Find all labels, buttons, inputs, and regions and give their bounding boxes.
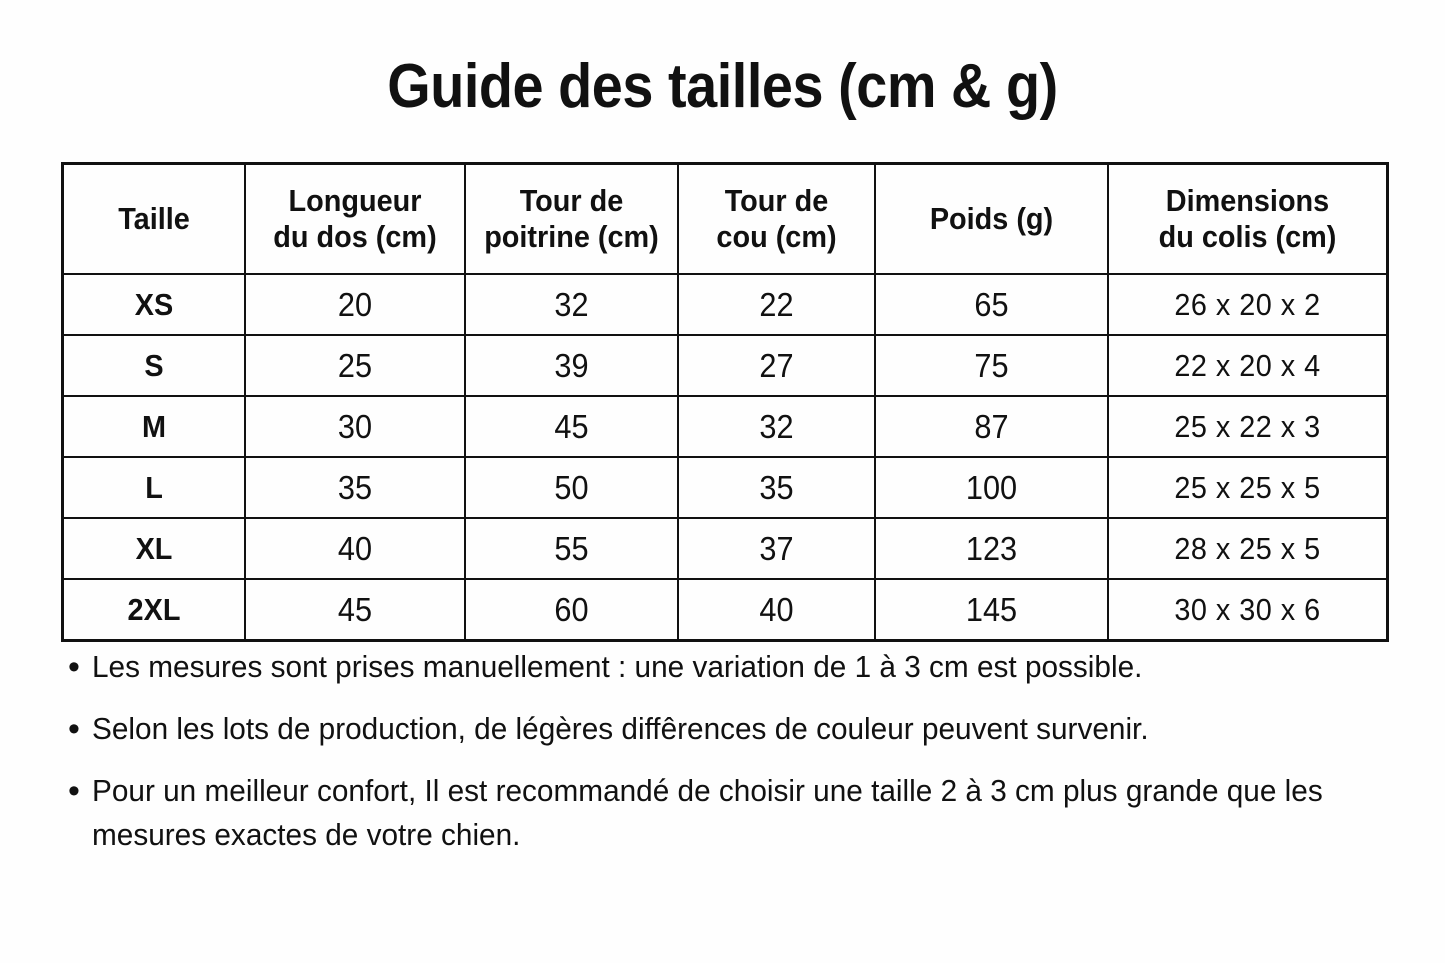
cell-neck: 22 xyxy=(685,274,868,335)
header-line-2: du colis (cm) xyxy=(1158,219,1337,254)
size-table-container xyxy=(62,163,1386,641)
cell-weight: 87 xyxy=(883,396,1100,457)
cell-back-length: 20 xyxy=(253,274,458,335)
cell-chest: 50 xyxy=(472,457,670,518)
size-table xyxy=(62,163,1388,641)
cell-back-length: 30 xyxy=(253,396,458,457)
cell-parcel-dims: 26 x 20 x 2 xyxy=(1118,274,1377,335)
cell-back-length: 45 xyxy=(253,579,458,640)
table-row xyxy=(63,396,1387,457)
cell-back-length: 35 xyxy=(253,457,458,518)
cell-chest: 55 xyxy=(472,518,670,579)
header-line-2: poitrine (cm) xyxy=(484,219,659,254)
cell-weight: 123 xyxy=(883,518,1100,579)
table-header xyxy=(63,164,1387,274)
cell-weight: 75 xyxy=(883,335,1100,396)
cell-chest: 32 xyxy=(472,274,670,335)
table-row xyxy=(63,274,1387,335)
bullet-icon: • xyxy=(68,772,80,810)
page-title: Guide des tailles (cm & g) xyxy=(387,52,1058,121)
list-item xyxy=(56,707,1406,751)
header-line-1: Dimensions xyxy=(1165,183,1330,218)
cell-parcel-dims: 30 x 30 x 6 xyxy=(1118,579,1377,640)
cell-chest: 39 xyxy=(472,335,670,396)
cell-back-length: 40 xyxy=(253,518,458,579)
cell-weight: 100 xyxy=(883,457,1100,518)
table-row xyxy=(63,579,1387,640)
column-header-tour-de-poitrine xyxy=(472,164,670,274)
bullet-icon: • xyxy=(68,648,80,686)
column-header-poids xyxy=(883,164,1100,274)
cell-size: S xyxy=(69,335,238,396)
table-body xyxy=(63,274,1387,640)
cell-size: XS xyxy=(69,274,238,335)
list-item xyxy=(56,769,1406,857)
header-line-1: Tour de xyxy=(724,183,829,218)
cell-chest: 45 xyxy=(472,396,670,457)
header-line-1: Longueur xyxy=(288,183,422,218)
cell-parcel-dims: 25 x 22 x 3 xyxy=(1118,396,1377,457)
table-row xyxy=(63,518,1387,579)
table-row xyxy=(63,335,1387,396)
cell-back-length: 25 xyxy=(253,335,458,396)
note-text: Les mesures sont prises manuellement : une variation de 1 à 3 cm est possible. xyxy=(92,649,1143,684)
cell-size: 2XL xyxy=(69,579,238,640)
cell-size: L xyxy=(69,457,238,518)
cell-neck: 40 xyxy=(685,579,868,640)
column-header-longueur-du-dos xyxy=(253,164,458,274)
note-text: Selon les lots de production, de légères diffêrences de couleur peuvent survenir. xyxy=(92,711,1149,746)
list-item xyxy=(56,645,1406,689)
column-header-taille xyxy=(69,164,238,274)
header-line-1: Taille xyxy=(118,201,190,236)
cell-neck: 27 xyxy=(685,335,868,396)
table-row xyxy=(63,457,1387,518)
cell-chest: 60 xyxy=(472,579,670,640)
header-line-2: cou (cm) xyxy=(716,219,837,254)
bullet-icon: • xyxy=(68,710,80,748)
header-line-1: Tour de xyxy=(519,183,624,218)
notes-list xyxy=(56,645,1406,875)
column-header-tour-de-cou xyxy=(685,164,868,274)
column-header-dimensions-du-colis xyxy=(1118,164,1377,274)
cell-weight: 65 xyxy=(883,274,1100,335)
cell-weight: 145 xyxy=(883,579,1100,640)
cell-neck: 37 xyxy=(685,518,868,579)
cell-neck: 32 xyxy=(685,396,868,457)
cell-parcel-dims: 25 x 25 x 5 xyxy=(1118,457,1377,518)
cell-size: XL xyxy=(69,518,238,579)
header-line-2: du dos (cm) xyxy=(273,219,437,254)
note-text: Pour un meilleur confort, Il est recommandé de choisir une taille 2 à 3 cm plus grande que les mesures exactes de votre chien. xyxy=(92,773,1323,852)
header-row xyxy=(63,164,1387,274)
cell-neck: 35 xyxy=(685,457,868,518)
cell-parcel-dims: 22 x 20 x 4 xyxy=(1118,335,1377,396)
header-line-1: Poids (g) xyxy=(929,201,1054,236)
cell-size: M xyxy=(69,396,238,457)
cell-parcel-dims: 28 x 25 x 5 xyxy=(1118,518,1377,579)
